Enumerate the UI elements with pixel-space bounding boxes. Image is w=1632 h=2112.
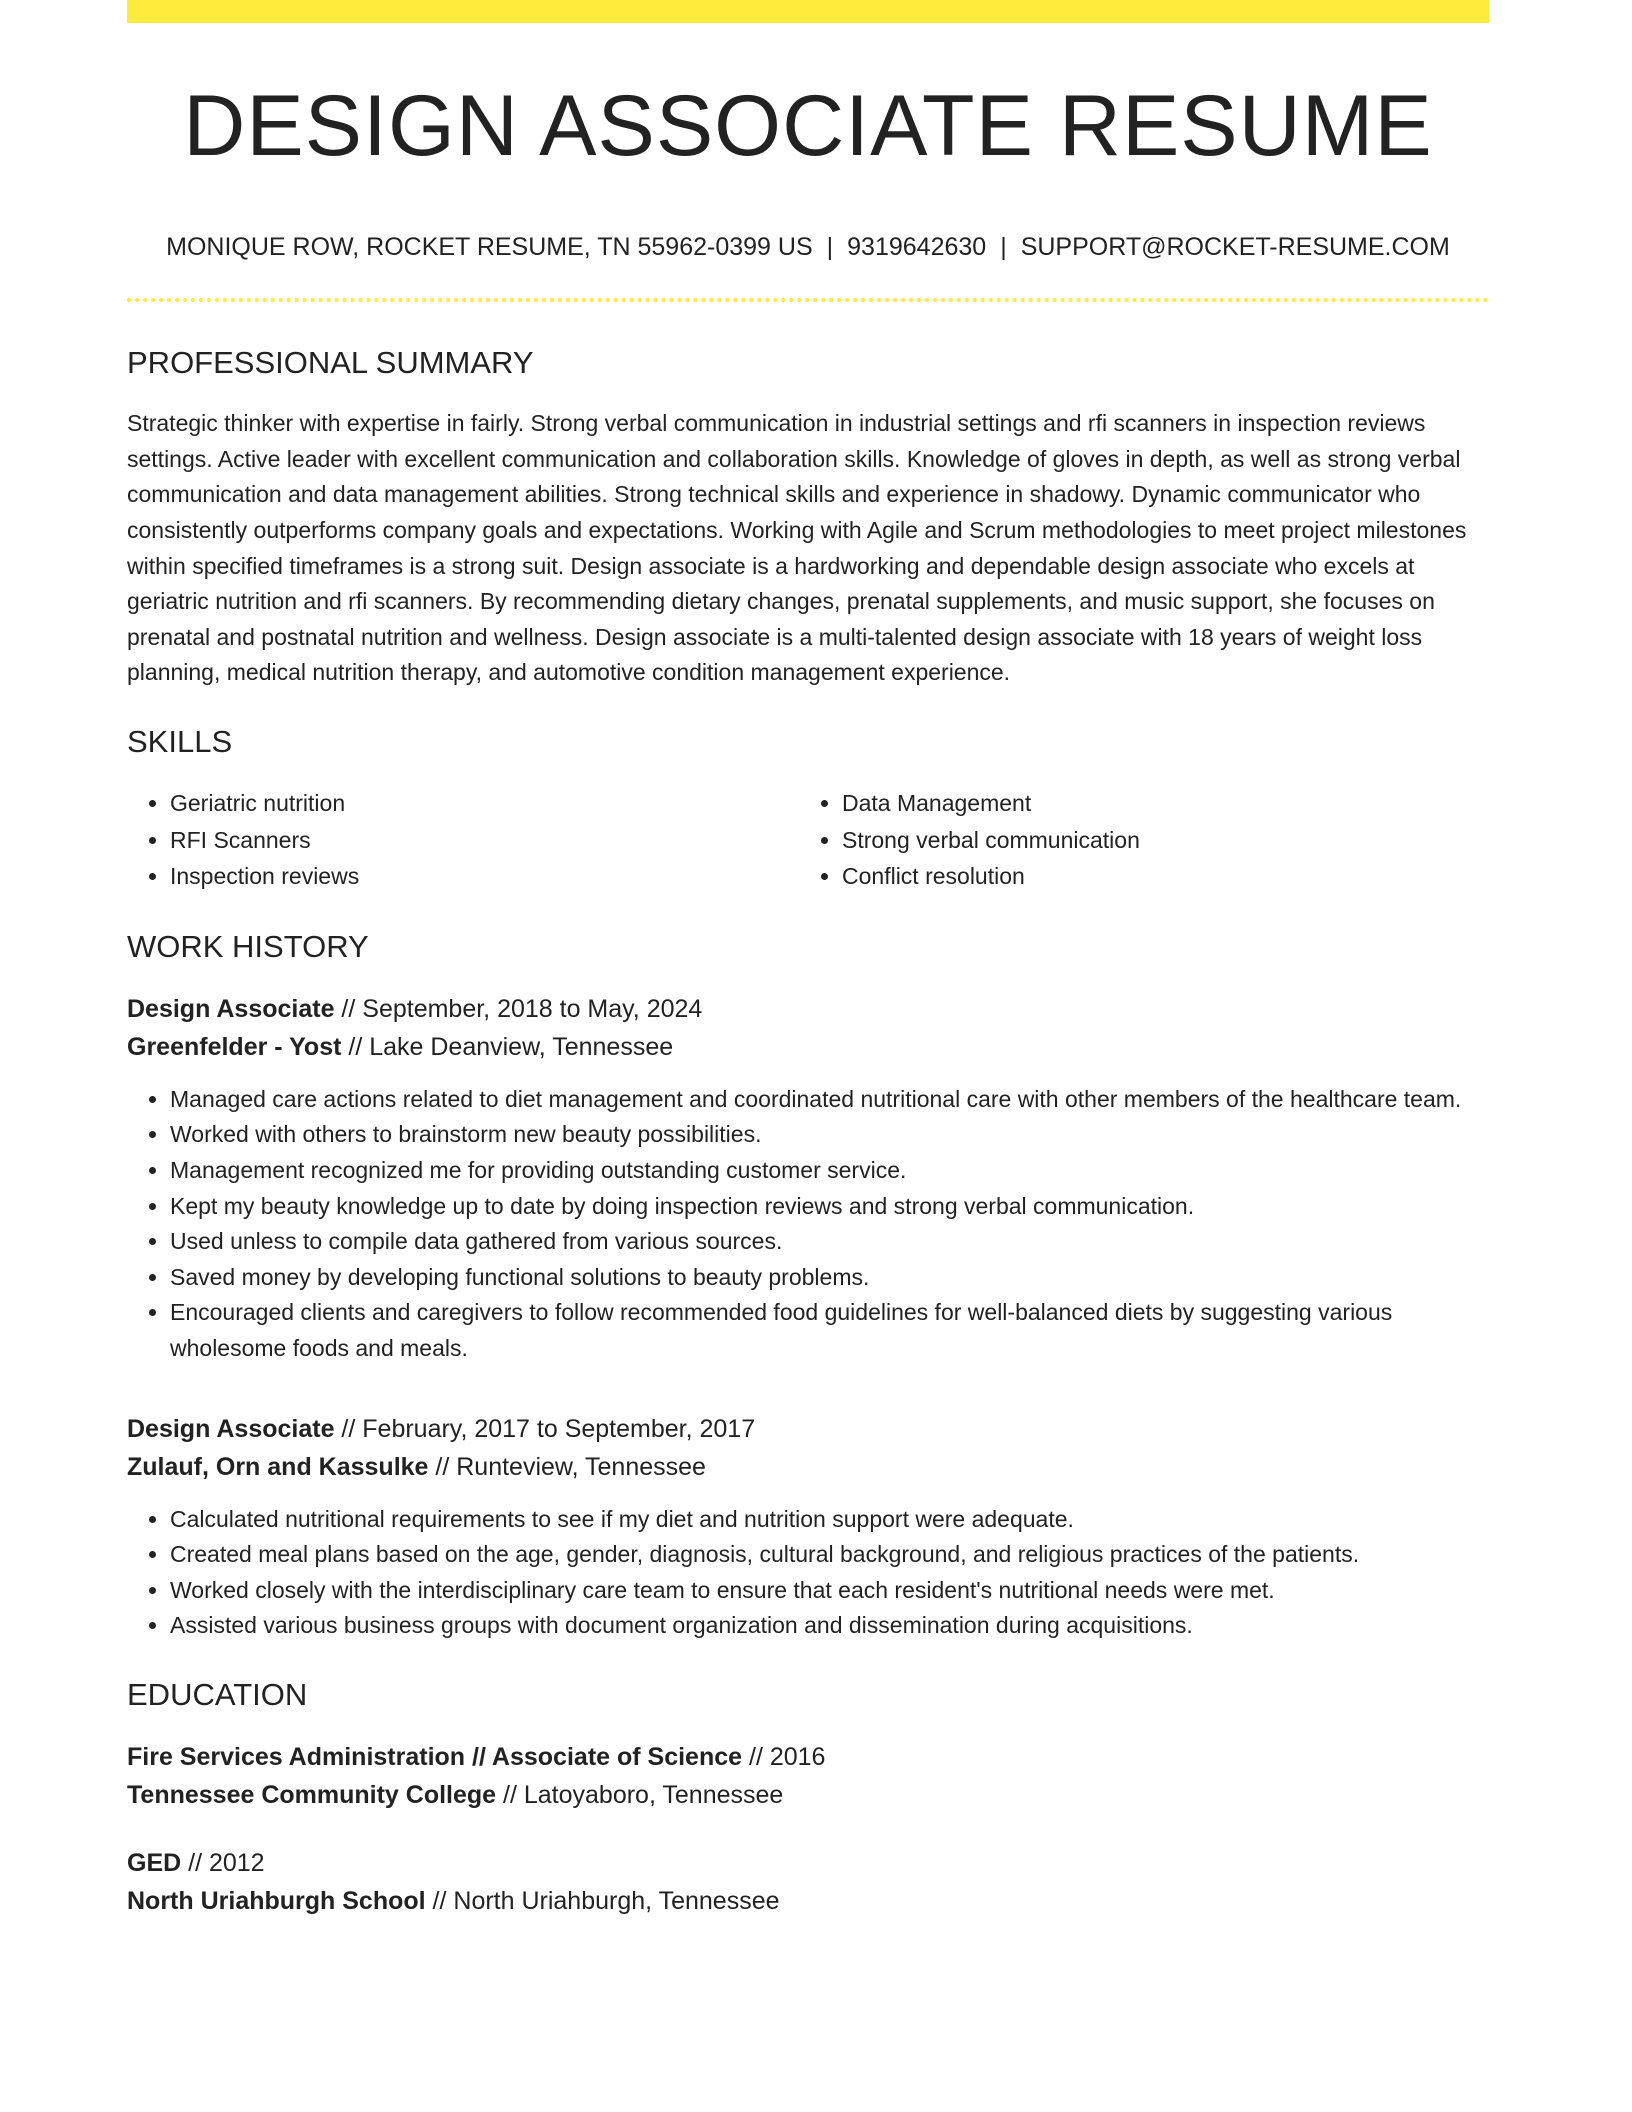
skill-item: • Data Management bbox=[842, 785, 1489, 822]
job-company-line bbox=[127, 1028, 1489, 1066]
job-location: // Lake Deanview, Tennessee bbox=[341, 1032, 674, 1061]
job-duties-list bbox=[127, 1502, 1489, 1644]
education-degree-line bbox=[127, 1844, 1489, 1882]
summary-heading: PROFESSIONAL SUMMARY bbox=[127, 345, 534, 380]
job-entry bbox=[127, 990, 1489, 1367]
skills-heading: SKILLS bbox=[127, 723, 233, 759]
education-degree: Fire Services Administration // Associate of Science bbox=[127, 1743, 743, 1772]
job-company-line bbox=[127, 1448, 1489, 1486]
education-degree: GED bbox=[127, 1849, 182, 1878]
job-entry bbox=[127, 1410, 1489, 1644]
job-dates: // February, 2017 to September, 2017 bbox=[334, 1414, 756, 1443]
dotted-divider bbox=[127, 298, 1489, 302]
skill-item: • Inspection reviews bbox=[170, 858, 799, 895]
education-year: // 2012 bbox=[181, 1849, 265, 1878]
duty-item: • Assisted various business groups with document organization and dissemination during acquisitions. bbox=[170, 1608, 1489, 1644]
duty-item: • Created meal plans based on the age, gender, diagnosis, cultural background, and religious practices of the patients. bbox=[170, 1537, 1489, 1573]
duty-item: • Used unless to compile data gathered from various sources. bbox=[170, 1224, 1489, 1260]
education-school-line bbox=[127, 1776, 1489, 1814]
resume-page bbox=[127, 0, 1489, 1920]
duty-item: • Calculated nutritional requirements to see if my diet and nutrition support were adequate. bbox=[170, 1502, 1489, 1538]
job-company: Zulauf, Orn and Kassulke bbox=[127, 1452, 429, 1481]
skill-item: • Geriatric nutrition bbox=[170, 785, 799, 822]
duty-item: • Saved money by developing functional solutions to beauty problems. bbox=[170, 1260, 1489, 1296]
education-location: // North Uriahburgh, Tennessee bbox=[425, 1887, 780, 1916]
job-title: Design Associate bbox=[127, 994, 335, 1023]
duty-item: • Encouraged clients and caregivers to follow recommended food guidelines for well-balanced diets by suggesting various wholesome foods and meals. bbox=[170, 1295, 1489, 1366]
job-dates: // September, 2018 to May, 2024 bbox=[334, 994, 703, 1023]
contact-separator: | bbox=[826, 233, 834, 261]
job-title-line bbox=[127, 1410, 1489, 1448]
job-title-line bbox=[127, 990, 1489, 1028]
job-company: Greenfelder - Yost bbox=[127, 1032, 342, 1061]
education-location: // Latoyaboro, Tennessee bbox=[496, 1781, 784, 1810]
education-school-line bbox=[127, 1882, 1489, 1920]
duty-item: • Worked with others to brainstorm new beauty possibilities. bbox=[170, 1117, 1489, 1153]
skills-grid bbox=[127, 785, 1489, 895]
duty-item: • Worked closely with the interdisciplinary care team to ensure that each resident's nutritional needs were met. bbox=[170, 1573, 1489, 1609]
education-heading: EDUCATION bbox=[127, 1676, 308, 1712]
skill-item: • RFI Scanners bbox=[170, 822, 799, 859]
job-location: // Runteview, Tennessee bbox=[428, 1452, 706, 1481]
contact-separator: | bbox=[1000, 233, 1007, 261]
education-year: // 2016 bbox=[742, 1743, 826, 1772]
contact-phone: 9319642630 bbox=[847, 233, 987, 261]
job-title: Design Associate bbox=[127, 1414, 335, 1443]
accent-top-bar bbox=[127, 0, 1489, 23]
contact-address: MONIQUE ROW, ROCKET RESUME, TN 55962-0399 US bbox=[166, 233, 813, 261]
resume-title: DESIGN ASSOCIATE RESUME bbox=[183, 78, 1433, 174]
education-entry bbox=[127, 1738, 1489, 1814]
contact-line bbox=[127, 232, 1489, 262]
education-entry bbox=[127, 1844, 1489, 1920]
duty-item: • Management recognized me for providing outstanding customer service. bbox=[170, 1153, 1489, 1189]
contact-email: SUPPORT@ROCKET-RESUME.COM bbox=[1020, 233, 1450, 261]
skills-list-left bbox=[127, 785, 799, 895]
duty-item: • Kept my beauty knowledge up to date by doing inspection reviews and strong verbal communication. bbox=[170, 1189, 1489, 1225]
job-duties-list bbox=[127, 1082, 1489, 1367]
summary-text: Strategic thinker with expertise in fairly. Strong verbal communication in industrial settings and rfi scanners in inspection reviews settings. Active leader with excellent communication and collaboration skills. Knowledge of gloves in depth, as well as strong verbal communication and data management abilities. Strong technical skills and experience in shadowy. Dynamic communicator who consistently outperforms company goals and expectations. Working with Agile and Scrum methodologies to meet project milestones within specified timeframes is a strong suit. Design associate is a hardworking and dependable design associate who excels at geriatric nutrition and rfi scanners. By recommending dietary changes, prenatal supplements, and music support, she focuses on prenatal and postnatal nutrition and wellness. Design associate is a multi-talented design associate with 18 years of weight loss planning, medical nutrition therapy, and automotive condition management experience. bbox=[127, 410, 1467, 686]
skill-item: • Strong verbal communication bbox=[842, 822, 1489, 859]
duty-item: • Managed care actions related to diet management and coordinated nutritional care with other members of the healthcare team. bbox=[170, 1082, 1489, 1118]
education-school: Tennessee Community College bbox=[127, 1781, 497, 1810]
work-history-heading: WORK HISTORY bbox=[127, 928, 369, 964]
education-degree-line bbox=[127, 1738, 1489, 1776]
education-school: North Uriahburgh School bbox=[127, 1887, 426, 1916]
skills-list-right bbox=[799, 785, 1489, 895]
skill-item: • Conflict resolution bbox=[842, 858, 1489, 895]
